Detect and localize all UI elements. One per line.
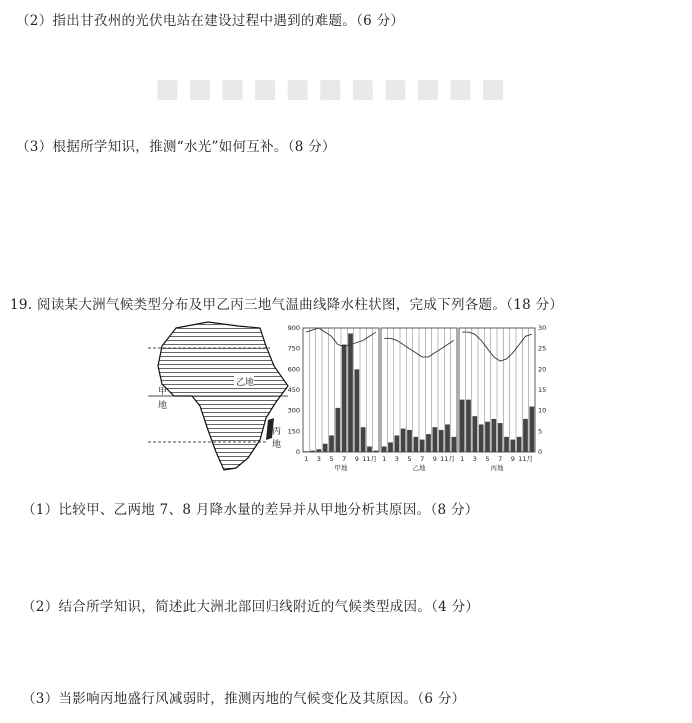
precip-bar: [472, 416, 477, 452]
precip-bar: [373, 451, 378, 452]
precip-bar: [485, 422, 490, 452]
temp-tick-label: 10: [538, 406, 547, 415]
precip-bar: [335, 408, 340, 452]
figure-map-and-climate-charts: [148, 320, 568, 490]
month-tick-label: 1: [304, 455, 309, 463]
temp-tick-label: 0: [538, 448, 543, 456]
month-tick-label: 11月: [440, 455, 455, 463]
month-tick-label: 9: [354, 455, 359, 463]
precip-bar: [348, 334, 353, 452]
precip-bar: [491, 419, 496, 452]
temp-tick-label: 25: [538, 344, 547, 353]
panel-name: 甲地: [334, 464, 348, 472]
precip-bar: [329, 435, 334, 452]
precip-bar: [445, 424, 450, 452]
precip-bar: [426, 434, 431, 452]
precip-bar: [342, 345, 347, 452]
precip-bar: [367, 446, 372, 452]
temp-tick-label: 15: [538, 386, 547, 394]
month-tick-label: 3: [472, 455, 477, 463]
label-jia-di: 地: [158, 401, 168, 411]
precip-bar: [316, 449, 321, 452]
precip-bar: [388, 442, 393, 452]
africa-map: [148, 322, 288, 470]
question-3: （3）根据所学知识，推测“水光”如何互补。（8 分）: [16, 139, 336, 155]
panel-name: 乙地: [412, 464, 426, 472]
precip-bar: [413, 437, 418, 452]
question-19: 19. 阅读某大洲气候类型分布及甲乙丙三地气温曲线降水柱状图，完成下列各题。（18 分）: [10, 297, 564, 313]
climate-charts: [288, 324, 547, 472]
month-tick-label: 3: [394, 455, 399, 463]
precip-bar: [407, 430, 412, 452]
label-yi-di: 乙地: [236, 378, 255, 388]
precip-tick-label: 150: [287, 427, 300, 436]
precip-bar: [517, 437, 522, 452]
question-19-3: （3）当影响丙地盛行风减弱时，推测丙地的气候变化及其原因。（6 分）: [22, 691, 466, 707]
precip-tick-label: 750: [287, 344, 300, 353]
precip-bar: [354, 369, 359, 452]
precip-bar: [479, 424, 484, 452]
question-19-2: （2）结合所学知识，简述此大洲北部回归线附近的气候类型成因。（4 分）: [22, 599, 480, 615]
label-jia: 甲: [158, 387, 168, 397]
precip-bar: [498, 423, 503, 452]
month-tick-label: 5: [329, 455, 334, 463]
precip-bar: [439, 430, 444, 452]
precip-tick-label: 450: [287, 386, 300, 394]
precip-tick-label: 0: [295, 448, 300, 456]
panel-name: 丙地: [490, 464, 504, 472]
month-tick-label: 7: [420, 455, 425, 463]
month-tick-label: 5: [407, 455, 412, 463]
precip-tick-label: 300: [287, 406, 300, 415]
precip-bar: [504, 437, 509, 452]
precip-bar: [401, 429, 406, 452]
precip-bar: [310, 451, 315, 452]
question-2: （2）指出甘孜州的光伏电站在建设过程中遇到的难题。（6 分）: [16, 13, 405, 29]
month-tick-label: 1: [460, 455, 465, 463]
precip-bar: [323, 444, 328, 452]
month-tick-label: 3: [316, 455, 321, 463]
precip-bar: [523, 419, 528, 452]
precip-bar: [510, 440, 515, 452]
precip-bar: [394, 435, 399, 452]
month-tick-label: 9: [510, 455, 515, 463]
month-tick-label: 11月: [518, 455, 533, 463]
month-tick-label: 1: [382, 455, 387, 463]
temp-tick-label: 5: [538, 427, 543, 436]
month-tick-label: 7: [498, 455, 503, 463]
precip-bar: [460, 400, 465, 452]
month-tick-label: 5: [485, 455, 490, 463]
month-tick-label: 7: [342, 455, 347, 463]
precip-bar: [420, 440, 425, 452]
faded-bleedthrough-title: ■■■■■■■■■■■: [155, 74, 514, 104]
label-bing-di: 地: [272, 440, 282, 450]
precip-bar: [382, 446, 387, 452]
precip-bar: [361, 427, 366, 452]
precip-bar: [451, 437, 456, 452]
precip-bar: [304, 451, 309, 452]
temp-tick-label: 20: [538, 365, 547, 374]
question-19-1: （1）比较甲、乙两地 7、8 月降水量的差异并从甲地分析其原因。（8 分）: [22, 502, 479, 518]
month-tick-label: 9: [432, 455, 437, 463]
month-tick-label: 11月: [362, 455, 377, 463]
precip-bar: [432, 427, 437, 452]
precip-bar: [466, 400, 471, 452]
precip-tick-label: 900: [287, 324, 300, 332]
precip-tick-label: 600: [287, 365, 300, 374]
temp-tick-label: 30: [538, 324, 547, 332]
label-bing: 丙: [272, 427, 282, 437]
precip-bar: [529, 407, 534, 452]
